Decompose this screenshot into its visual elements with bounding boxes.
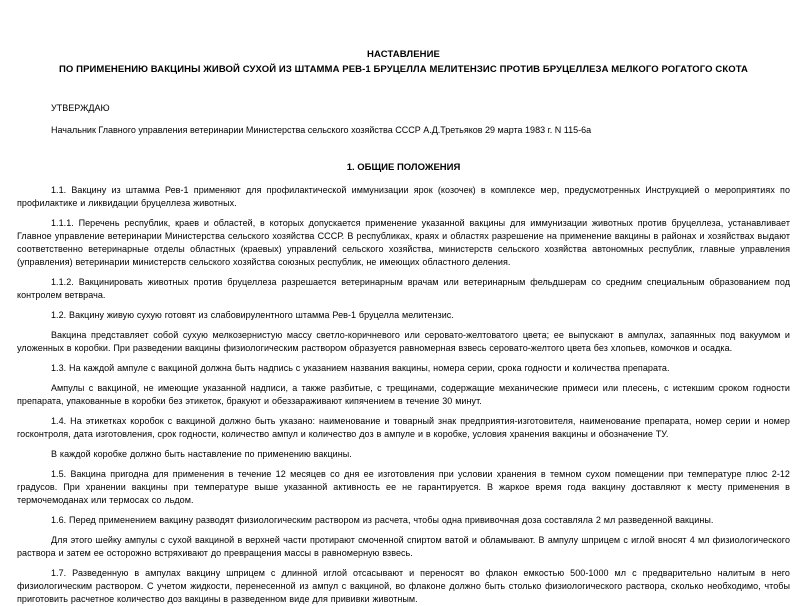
document-title-line1: НАСТАВЛЕНИЕ [367, 49, 440, 60]
document-title [17, 47, 790, 77]
approval-signature: Начальник Главного управления ветеринарии Министерства сельского хозяйства СССР А.Д.Третьяков 29 марта 1983 г. N 115-6а [51, 125, 592, 135]
paragraph: 1.6. Перед применением вакцину разводят физиологическим раствором из расчета, чтобы одна прививочная доза составляла 2 мл разведенной вакцины. [51, 515, 714, 525]
paragraph: Для этого шейку ампулы с сухой вакциной в верхней части протирают смоченной спиртом ватой и обламывают. В ампулу шприцем с иглой вносят 4 мл физиологического раствора и затем ее осторожно встряхивают до превращения массы в равномерную взвесь. [17, 535, 790, 558]
paragraph: 1.5. Вакцина пригодна для применения в течение 12 месяцев со дня ее изготовления при условии хранения в темном сухом помещении при температуре плюс 2-12 градусов. При хранении вакцины при температуре выше указанной активность ее не гарантируется. В жаркое время года вакцину доставляют к месту применения в термочемоданах или термосах со льдом. [17, 469, 790, 505]
paragraph: 1.1. Вакцину из штамма Рев-1 применяют для профилактической иммунизации ярок (козочек) в комплексе мер, предусмотренных Инструкцией о мероприятиях по профилактике и ликвидации бруцеллеза животных. [17, 185, 790, 208]
paragraph: В каждой коробке должно быть наставление по применению вакцины. [51, 449, 352, 459]
paragraph: 1.4. На этикетках коробок с вакциной должно быть указано: наименование и товарный знак предприятия-изготовителя, наименование препарата, номер серии и номер госконтроля, дата изготовления, срок годности, количество ампул и количество доз в ампуле и в коробке, условия хранения вакцины и обозначение ТУ. [17, 416, 790, 439]
paragraph: Ампулы с вакциной, не имеющие указанной надписи, а также разбитые, с трещинами, содержащие механические примеси или плесень, с истекшим сроком годности препарата, упакованные в коробки без этикеток, бракуют и обеззараживают кипячением в течение 30 минут. [17, 383, 790, 406]
paragraph: Вакцина представляет собой сухую мелкозернистую массу светло-коричневого или серовато-желтоватого цвета; ее выпускают в ампулах, запаянных под вакуумом и уложенных в коробки. При разведении вакцины физиологическим раствором образуется равномерная взвесь серовато-желтого цвета без хлопьев, комочков и осадка. [17, 330, 790, 353]
document-paragraphs [17, 184, 790, 606]
paragraph: 1.1.1. Перечень республик, краев и областей, в которых допускается применение указанной вакцины для иммунизации животных против бруцеллеза, устанавливает Главное управление ветеринарии Министерства сельского хозяйства СССР. В республиках, краях и областях разрешение на применение вакцины в районах и хозяйствах выдают соответственно ветеринарные отделы областных (краевых) управлений сельского хозяйства, министерств сельского хозяйства автономных республик, главные управления (управления) ветеринарии министерств сельского хозяйства союзных республик, не имеющих областного деления. [17, 218, 790, 267]
approval-stamp: УТВЕРЖДАЮ [51, 103, 110, 113]
section-heading: 1. ОБЩИЕ ПОЛОЖЕНИЯ [346, 162, 461, 173]
paragraph: 1.3. На каждой ампуле с вакциной должна быть надпись с указанием названия вакцины, номера серии, срока годности и количества препарата. [51, 363, 670, 373]
paragraph: 1.7. Разведенную в ампулах вакцину шприцем с длинной иглой отсасывают и переносят во флакон емкостью 500-1000 мл с предварительно налитым в него физиологическим раствором. С учетом жидкости, перенесенной из ампул с вакциной, во флаконе должно быть столько физиологического раствора, сколько необходимо, чтобы приготовить расчетное количество доз вакцины в разведенном виде для прививки животным. [17, 568, 790, 604]
paragraph: 1.2. Вакцину живую сухую готовят из слабовирулентного штамма Рев-1 бруцелла мелитензис. [51, 310, 454, 320]
paragraph: 1.1.2. Вакцинировать животных против бруцеллеза разрешается ветеринарным врачам или ветеринарным фельдшерам со средним специальным образованием под контролем ветврача. [17, 277, 790, 300]
document-title-line2: ПО ПРИМЕНЕНИЮ ВАКЦИНЫ ЖИВОЙ СУХОЙ ИЗ ШТАММА РЕВ-1 БРУЦЕЛЛА МЕЛИТЕНЗИС ПРОТИВ БРУЦЕЛЛЕЗА МЕЛКОГО РОГАТОГО СКОТА [58, 64, 748, 75]
